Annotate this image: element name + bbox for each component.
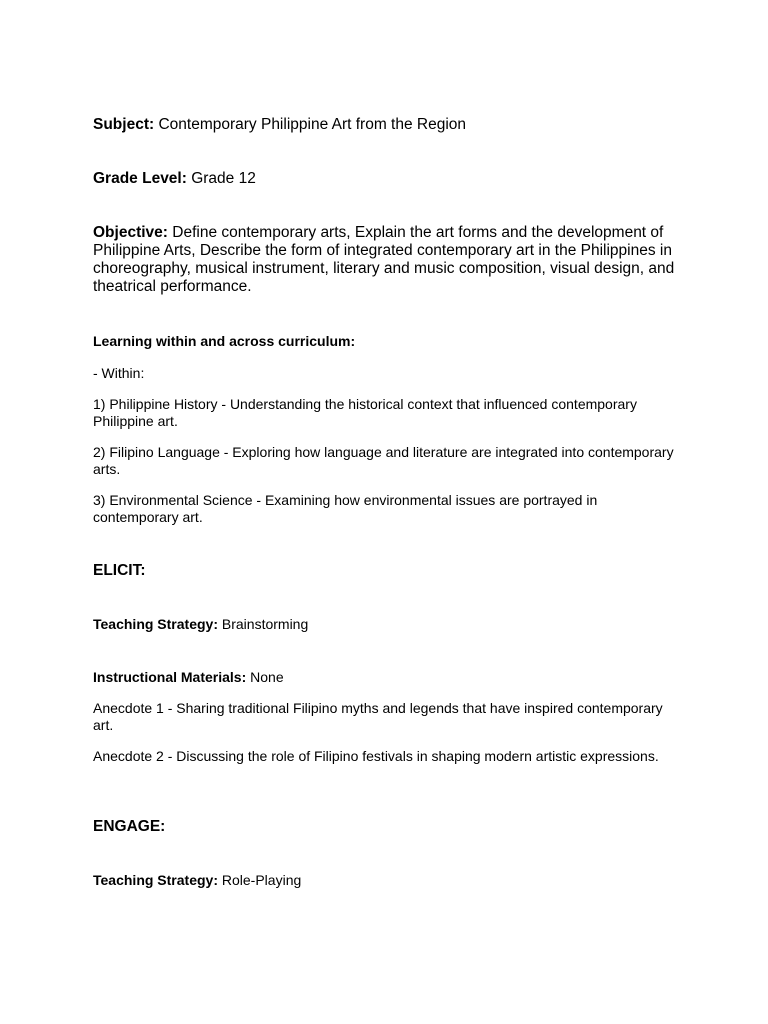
objective-paragraph bbox=[93, 224, 683, 296]
instructional-materials-value: None bbox=[246, 669, 284, 685]
grade-level-value: Grade 12 bbox=[186, 170, 256, 187]
learning-item-2: 2) Filipino Language - Exploring how language and literature are integrated into contemporary arts. bbox=[93, 444, 674, 477]
subject-value: Contemporary Philippine Art from the Region bbox=[154, 116, 467, 133]
elicit-strategy-label: Teaching Strategy: bbox=[93, 616, 218, 632]
learning-item-3: 3) Environmental Science - Examining how environmental issues are portrayed in contemporary art. bbox=[93, 492, 598, 525]
within-label: - Within: bbox=[93, 365, 145, 381]
subject-label: Subject: bbox=[93, 116, 155, 133]
elicit-strategy-value: Brainstorming bbox=[218, 616, 309, 632]
engage-heading: ENGAGE: bbox=[93, 818, 166, 835]
engage-strategy-label: Teaching Strategy: bbox=[93, 872, 218, 888]
instructional-materials-line bbox=[93, 669, 683, 686]
engage-strategy-value: Role-Playing bbox=[218, 872, 302, 888]
objective-text: Define contemporary arts, Explain the art forms and the development of Philippine Arts, Describe the form of integrated contemporary art in the Philippines in choreography, musical instrument, literary and music composition, visual design, and theatrical performance. bbox=[93, 224, 675, 295]
elicit-strategy-line bbox=[93, 616, 683, 633]
elicit-heading: ELICIT: bbox=[93, 562, 146, 579]
grade-level-label: Grade Level: bbox=[93, 170, 187, 187]
anecdote-2: Anecdote 2 - Discussing the role of Filipino festivals in shaping modern artistic expressions. bbox=[93, 748, 659, 764]
instructional-materials-label: Instructional Materials: bbox=[93, 669, 247, 685]
learning-heading: Learning within and across curriculum: bbox=[93, 333, 356, 349]
learning-item-1: 1) Philippine History - Understanding the historical context that influenced contemporary Philippine art. bbox=[93, 396, 637, 429]
engage-strategy-line bbox=[93, 872, 683, 889]
objective-label: Objective: bbox=[93, 224, 168, 241]
subject-line bbox=[93, 116, 683, 134]
anecdote-1: Anecdote 1 - Sharing traditional Filipino myths and legends that have inspired contemporary art. bbox=[93, 700, 663, 733]
grade-level-line bbox=[93, 170, 683, 188]
